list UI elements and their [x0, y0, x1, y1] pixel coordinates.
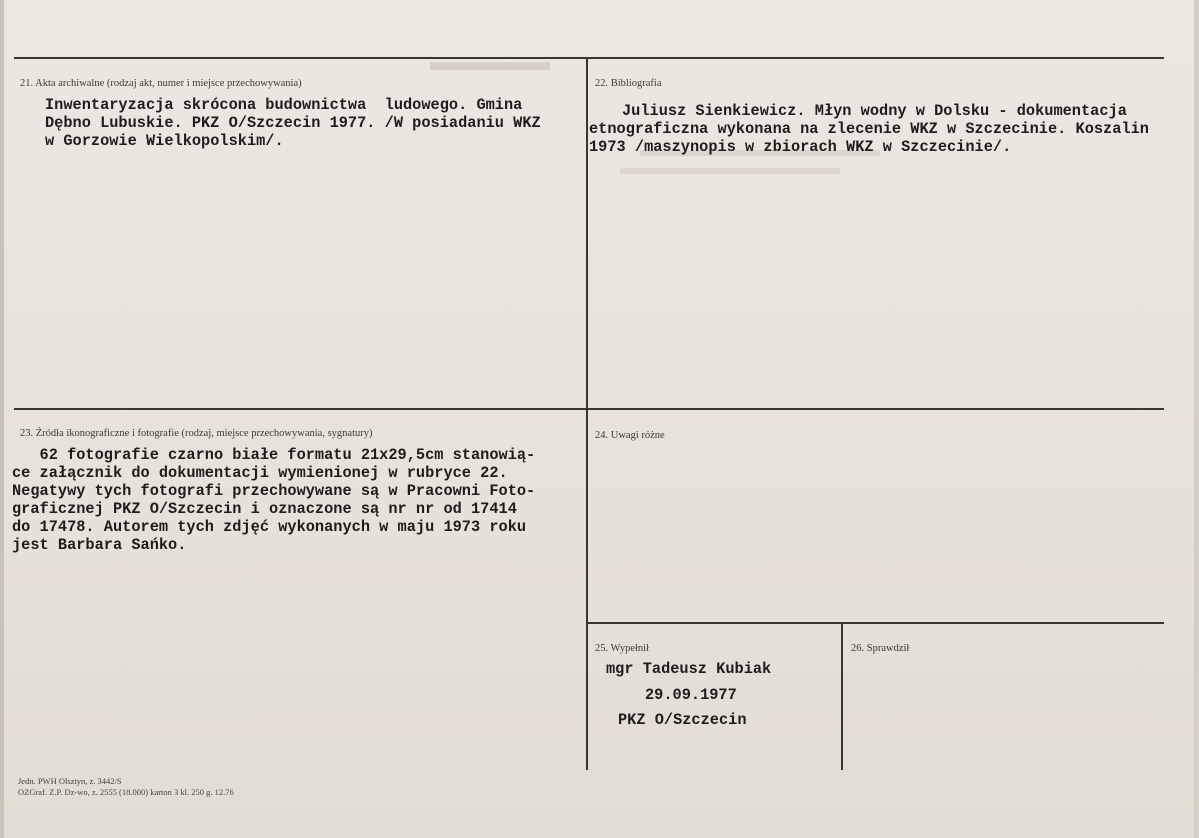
- show-through-mark: [430, 62, 550, 70]
- section-21-text: [45, 96, 541, 150]
- footer-line-2: OZGraf. Z.P. Dz-wo, z. 2555 (18.000) karton 3 kl. 250 g. 12.76: [18, 787, 234, 797]
- section-24-label: 24. Uwagi różne: [595, 430, 665, 441]
- filled-date: 29.09.1977: [645, 686, 737, 704]
- center-divider: [586, 57, 588, 770]
- section-22-line: Juliusz Sienkiewicz. Młyn wodny w Dolsku - dokumentacja: [622, 102, 1127, 120]
- middle-rule: [14, 408, 1164, 410]
- section-21-label: 21. Akta archiwalne (rodzaj akt, numer i miejsce przechowywania): [20, 78, 302, 89]
- section-23-line: Negatywy tych fotografi przechowywane są w Pracowni Foto-: [12, 482, 536, 500]
- section-23-line: ce załącznik do dokumentacji wymienionej w rubryce 22.: [12, 464, 508, 482]
- filled-institution: PKZ O/Szczecin: [618, 711, 747, 729]
- show-through-mark: [620, 168, 840, 174]
- card-left-edge: [0, 0, 4, 838]
- section-21-line: Dębno Lubuskie. PKZ O/Szczecin 1977. /W posiadaniu WKZ: [45, 114, 541, 132]
- section-23-line: do 17478. Autorem tych zdjęć wykonanych w maju 1973 roku: [12, 518, 527, 536]
- section-23-line: 62 fotografie czarno białe formatu 21x29,5cm stanowią-: [12, 446, 536, 464]
- footer-line-1: Jedn. PWH Olsztyn, z. 3442/S: [18, 776, 122, 786]
- section-22-text: [589, 102, 1195, 156]
- print-footer: [18, 776, 234, 798]
- section-22-label: 22. Bibliografia: [595, 78, 662, 89]
- section-22-line: etnograficzna wykonana na zlecenie WKZ w Szczecinie. Koszalin: [589, 120, 1149, 138]
- section-23-label: 23. Źródła ikonograficzne i fotografie (rodzaj, miejsce przechowywania, sygnatury): [20, 428, 373, 439]
- section-23-line: jest Barbara Sańko.: [12, 536, 187, 554]
- section-23-line: graficznej PKZ O/Szczecin i oznaczone są nr nr od 17414: [12, 500, 517, 518]
- section-25-label: 25. Wypełnił: [595, 643, 650, 654]
- top-rule: [14, 57, 1164, 59]
- section-26-label: 26. Sprawdził: [851, 643, 910, 654]
- section-21-line: w Gorzowie Wielkopolskim/.: [45, 132, 284, 150]
- filled-by-name: mgr Tadeusz Kubiak: [606, 660, 772, 678]
- signature-rule: [588, 622, 1164, 624]
- signature-divider: [841, 622, 843, 770]
- section-22-line: 1973 /maszynopis w zbiorach WKZ w Szczecinie/.: [589, 138, 1012, 156]
- section-21-line: Inwentaryzacja skrócona budownictwa ludowego. Gmina: [45, 96, 523, 114]
- section-23-text: [12, 446, 535, 554]
